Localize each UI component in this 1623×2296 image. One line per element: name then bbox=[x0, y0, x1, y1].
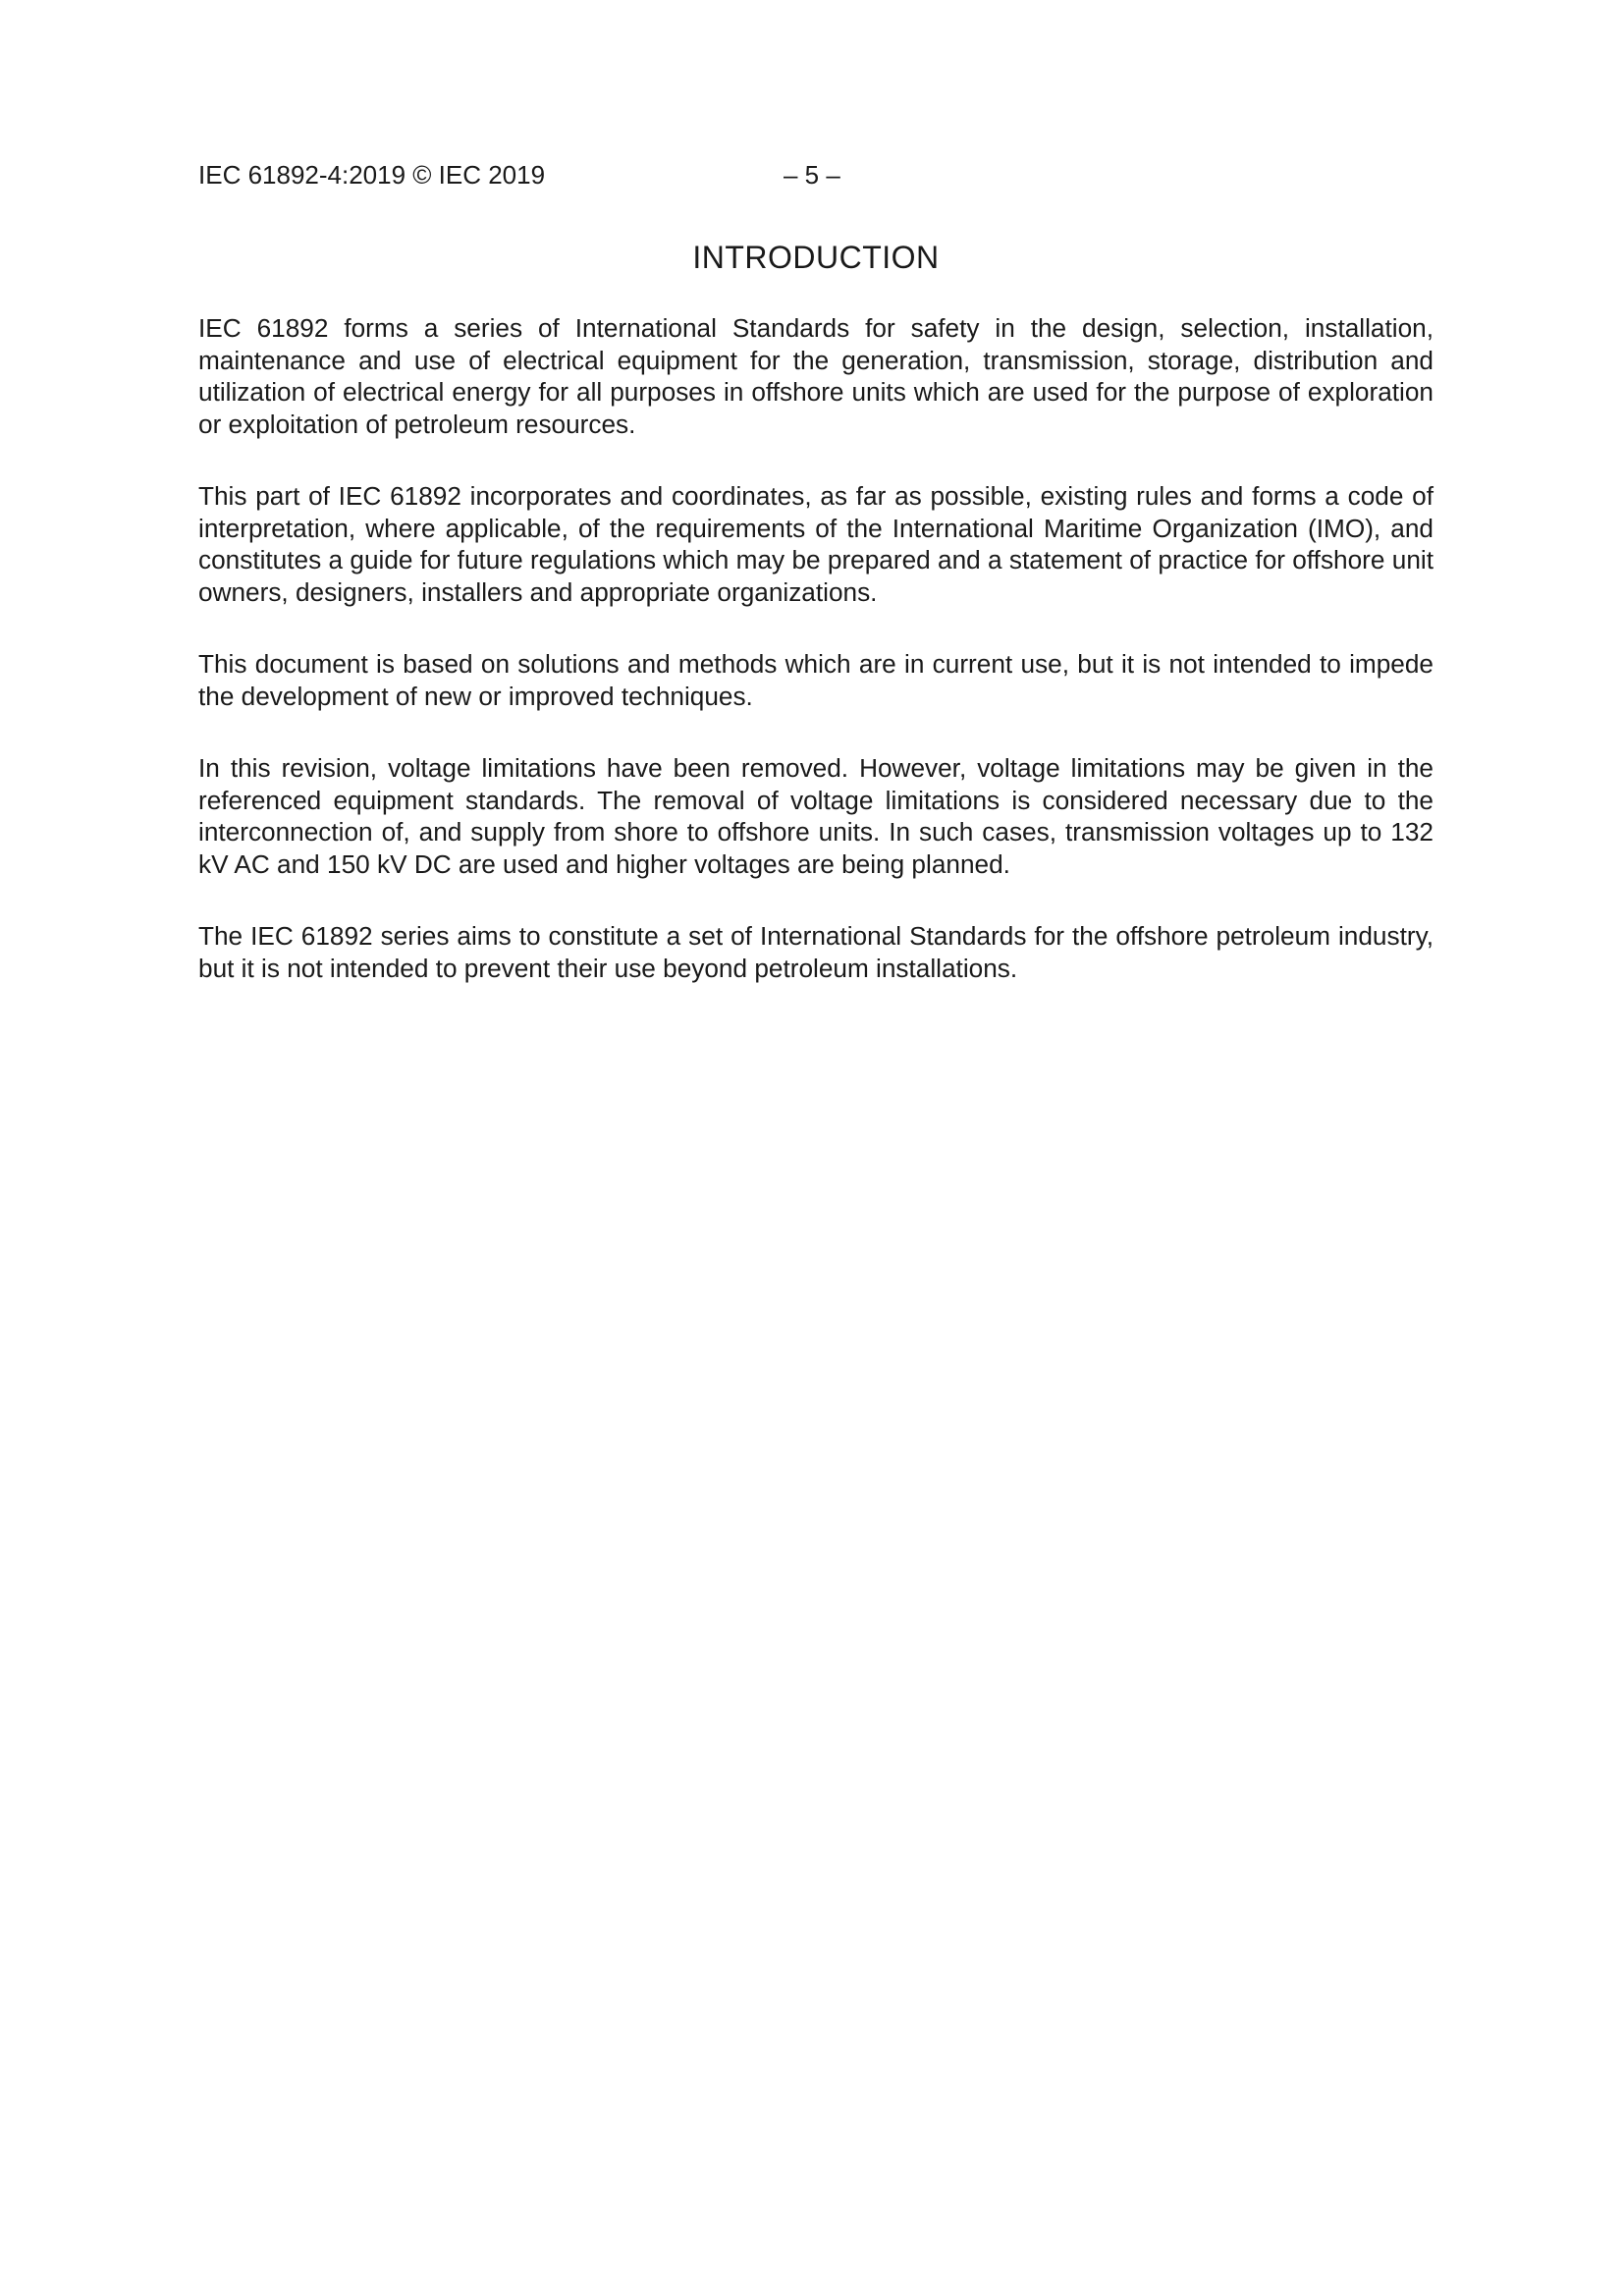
running-header bbox=[198, 155, 1435, 194]
introduction-body bbox=[198, 312, 1434, 1024]
paragraph-scope: IEC 61892 forms a series of International Standards for safety in the design, selection, installation, maintenance and use of electrical equipment for the generation, transmission, storage, distribution and utilization of electrical energy for all purposes in offshore units which are used for the purpose of exploration or exploitation of petroleum resources. bbox=[198, 313, 1434, 439]
document-reference: IEC 61892-4:2019 © IEC 2019 bbox=[198, 160, 546, 190]
paragraph-series-aim: The IEC 61892 series aims to constitute a set of International Standards for the offshore petroleum industry, but it is not intended to prevent their use beyond petroleum installations. bbox=[198, 921, 1434, 983]
section-title: INTRODUCTION bbox=[692, 240, 940, 275]
page-number: – 5 – bbox=[784, 160, 840, 190]
paragraph-current-methods: This document is based on solutions and methods which are in current use, but it is not intended to impede the development of new or improved techniques. bbox=[198, 649, 1434, 711]
paragraph-voltage-limitations: In this revision, voltage limitations have been removed. However, voltage limitations may be given in the referenced equipment standards. The removal of voltage limitations is considered necessary due to the interconnection of, and supply from shore to offshore units. In such cases, transmission voltages up to 132 kV AC and 150 kV DC are used and higher voltages are being planned. bbox=[198, 753, 1434, 879]
paragraph-imo-coordination: This part of IEC 61892 incorporates and coordinates, as far as possible, existing rules and forms a code of interpretation, where applicable, of the requirements of the International Maritime Organization (IMO), and constitutes a guide for future regulations which may be prepared and a statement of practice for offshore unit owners, designers, installers and appropriate organizations. bbox=[198, 481, 1434, 607]
